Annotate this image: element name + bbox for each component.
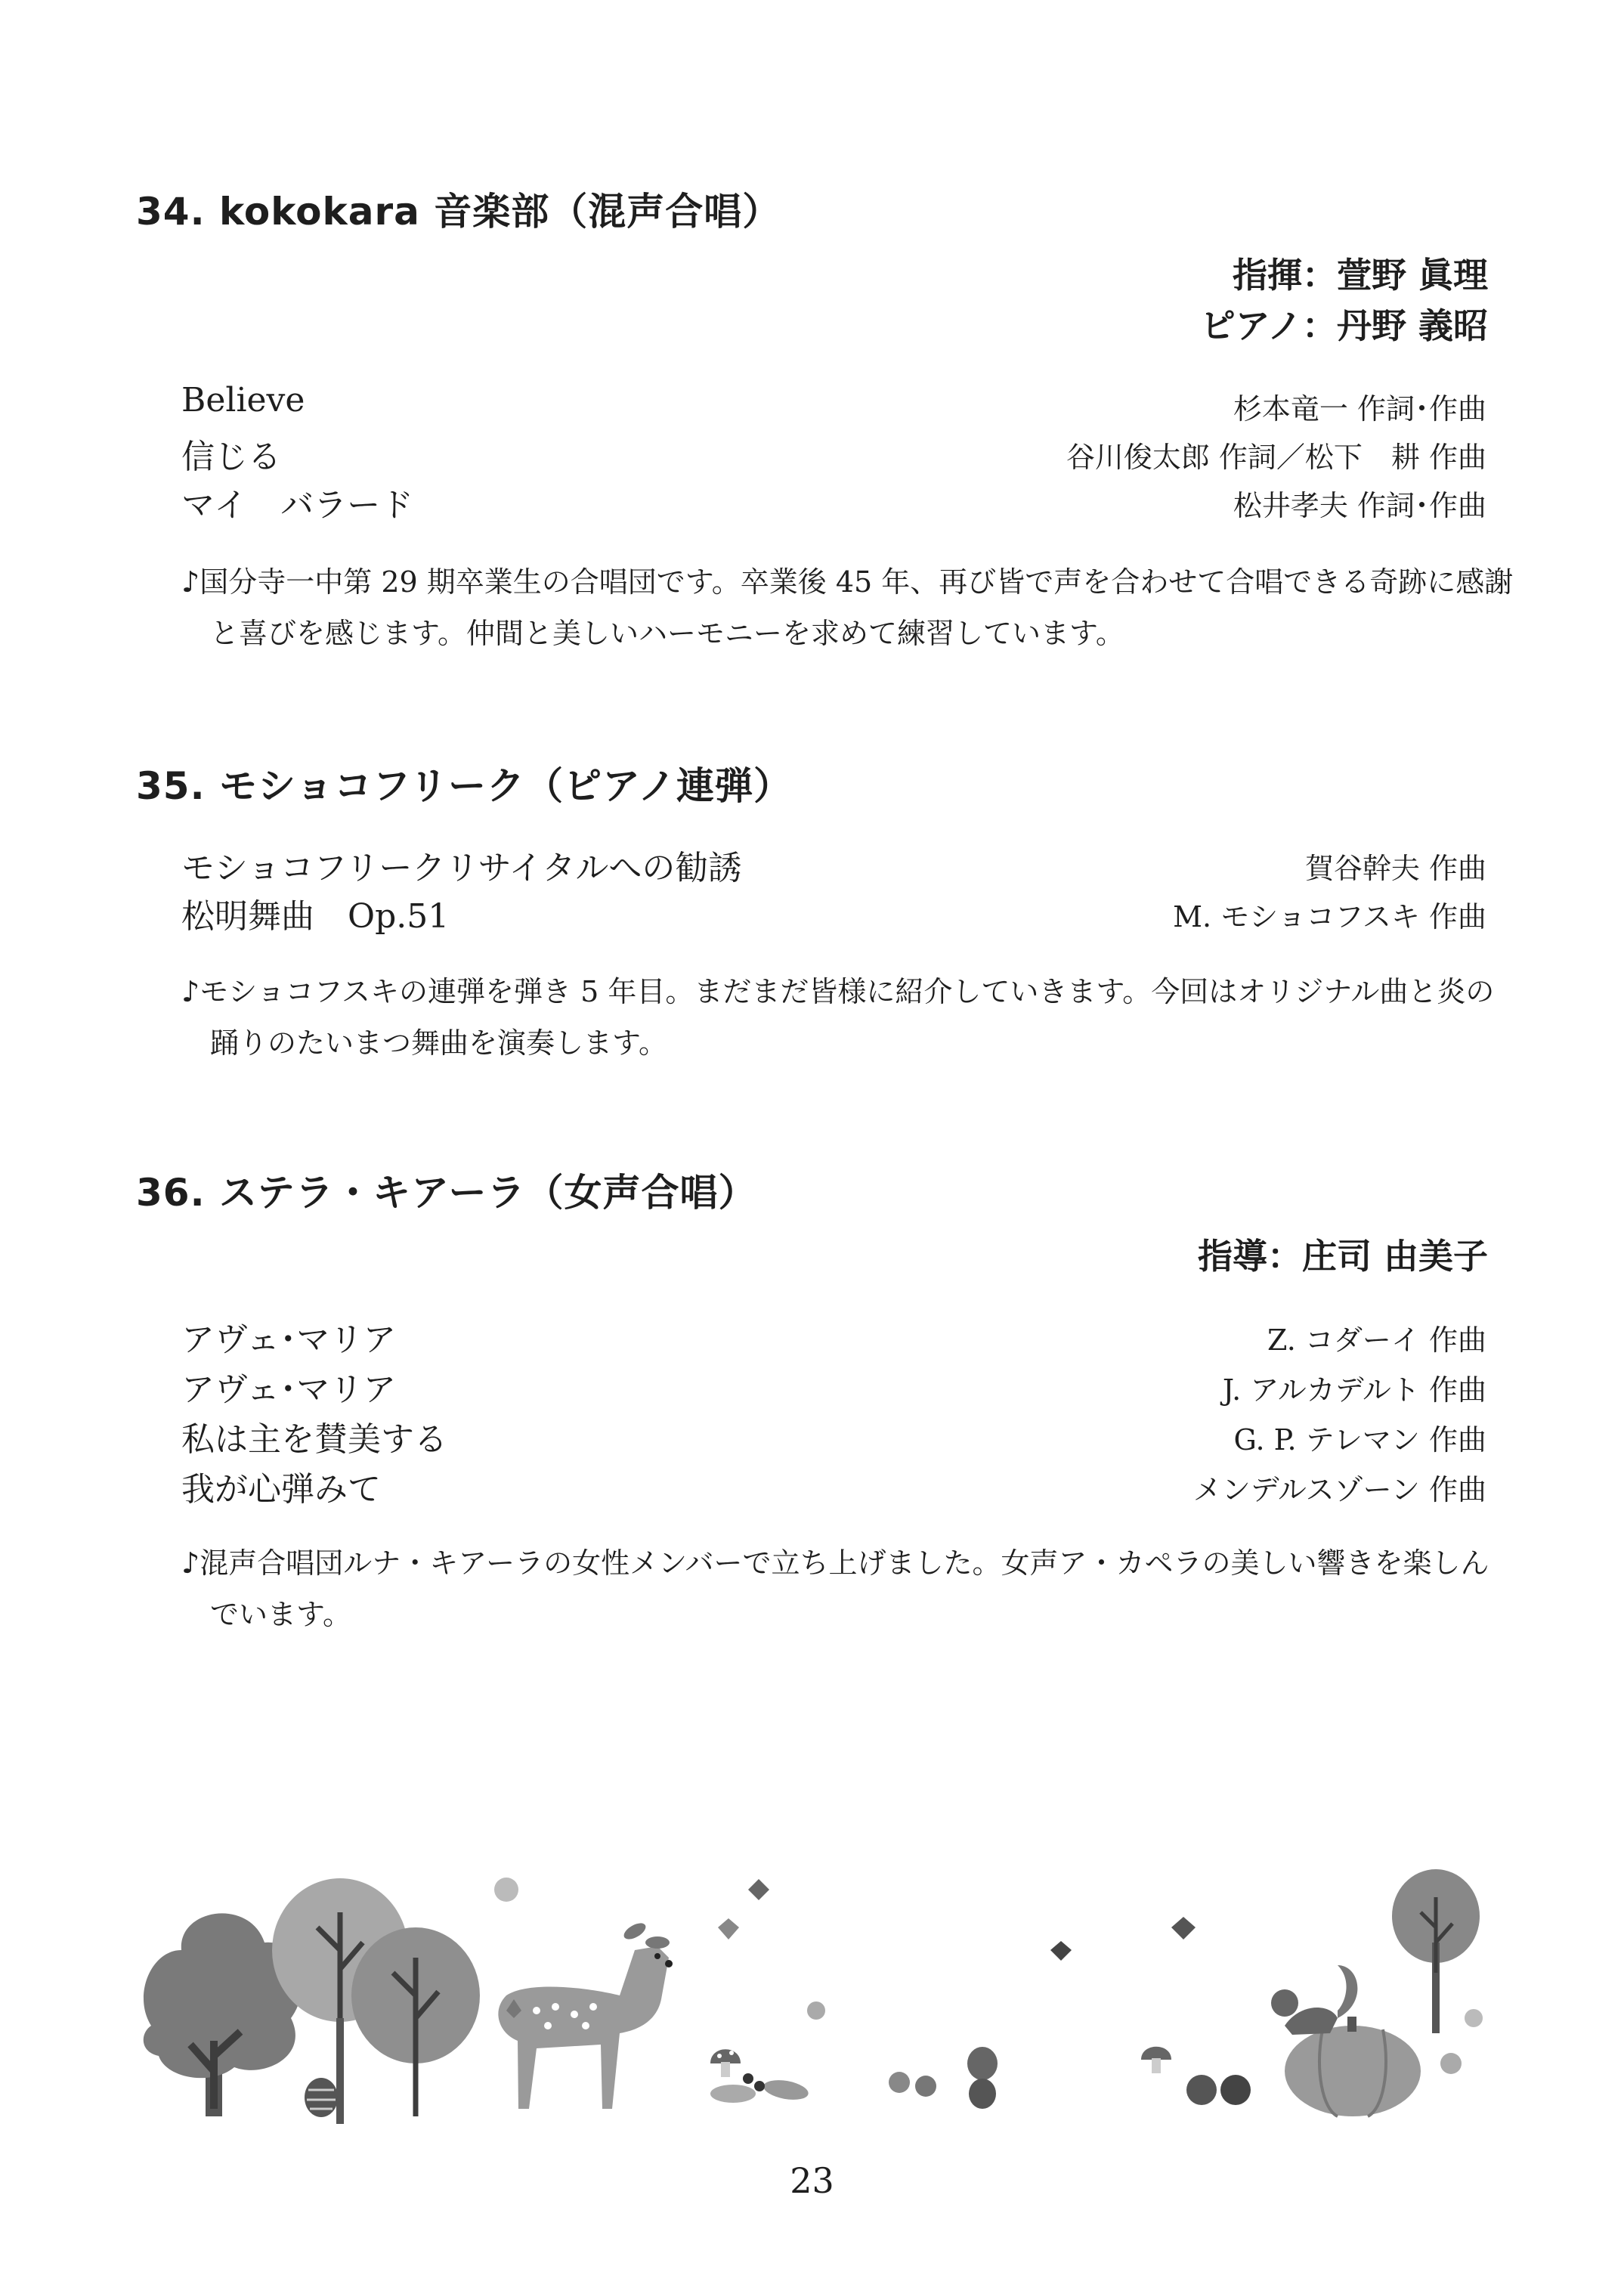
piece-composer: 谷川俊太郎 作詞／松下 耕 作曲 [1066,441,1486,474]
tree-icon [1392,1869,1480,2033]
leaf-icon [1050,1941,1072,1961]
piece-title: アヴェ･マリア [181,1320,397,1359]
piece-title: Believe [181,381,305,419]
section-34-note [181,556,1517,659]
clover-icon [807,2001,825,2020]
music-note-icon: ♪ [181,975,200,1008]
leaf-branch-icon [710,2073,810,2103]
section-36-instructor: 指導：庄司 由美子 [1197,1236,1488,1277]
tree-icon [351,1927,480,2116]
piece-title: アヴェ･マリア [181,1370,397,1409]
acorn-icon [889,2047,998,2109]
ginkgo-leaf-icon [494,1878,518,1902]
autumn-forest-illustration [136,1867,1489,2131]
pinecone-icon [305,2078,338,2117]
clover-icon [1440,2053,1462,2074]
page-number: 23 [790,2160,834,2201]
piece-composer: 杉本竜一 作詞･作曲 [1233,392,1486,426]
section-34-pianist: ピアノ：丹野 義昭 [1200,305,1488,346]
squirrel-icon [1271,1965,1357,2035]
section-35-note-text: モショコフスキの連弾を弾き 5 年目。まだまだ皆様に紹介していきます。今回はオリジナル曲と炎の踊りのたいまつ舞曲を演奏します。 [200,975,1495,1060]
piece-composer: 賀谷幹夫 作曲 [1304,852,1486,885]
piece-title: マイ バラード [181,486,414,525]
deer-icon [498,1920,673,2109]
mushroom-icon [710,2049,741,2077]
section-34-note-text: 国分寺一中第 29 期卒業生の合唱団です。卒業後 45 年、再び皆で声を合わせて合唱できる奇跡に感謝と喜びを感じます。仲間と美しいハーモニーを求めて練習しています。 [200,565,1514,650]
piece-title: 我が心弾みて [181,1470,381,1509]
piece-title: 私は主を賛美する [181,1420,447,1459]
piece-composer: G. P. テレマン 作曲 [1233,1423,1486,1457]
piece-composer: J. アルカデルト 作曲 [1222,1373,1486,1407]
section-36-heading: 36. ステラ・キアーラ（女声合唱） [136,1171,757,1215]
chestnut-icon [1186,2075,1251,2105]
leaf-icon [1171,1917,1196,1940]
section-35-heading: 35. モショコフリーク（ピアノ連弾） [136,764,792,808]
section-34-conductor: 指揮：萱野 眞理 [1232,255,1488,296]
ginkgo-leaf-icon [1465,2009,1483,2027]
piece-composer: M. モショコフスキ 作曲 [1173,900,1486,933]
leaf-icon [718,1918,739,1940]
piece-title: モショコフリークリサイタルへの勧誘 [181,849,742,887]
piece-composer: メンデルスゾーン 作曲 [1192,1473,1486,1506]
piece-composer: 松井孝夫 作詞･作曲 [1233,489,1486,522]
piece-composer: Z. コダーイ 作曲 [1267,1323,1486,1357]
music-note-icon: ♪ [181,565,200,599]
section-35-note [181,966,1517,1069]
mushroom-icon [1141,2047,1171,2073]
piece-title: 信じる [181,438,281,476]
section-34-heading: 34. kokokara 音楽部（混声合唱） [136,190,781,234]
music-note-icon: ♪ [181,1546,200,1580]
piece-title: 松明舞曲 Op.51 [181,897,450,936]
section-36-note-text: 混声合唱団ルナ・キアーラの女性メンバーで立ち上げました。女声ア・カペラの美しい響きを楽しんでいます。 [200,1546,1489,1631]
section-36-note [181,1537,1517,1640]
leaf-icon [748,1879,769,1900]
